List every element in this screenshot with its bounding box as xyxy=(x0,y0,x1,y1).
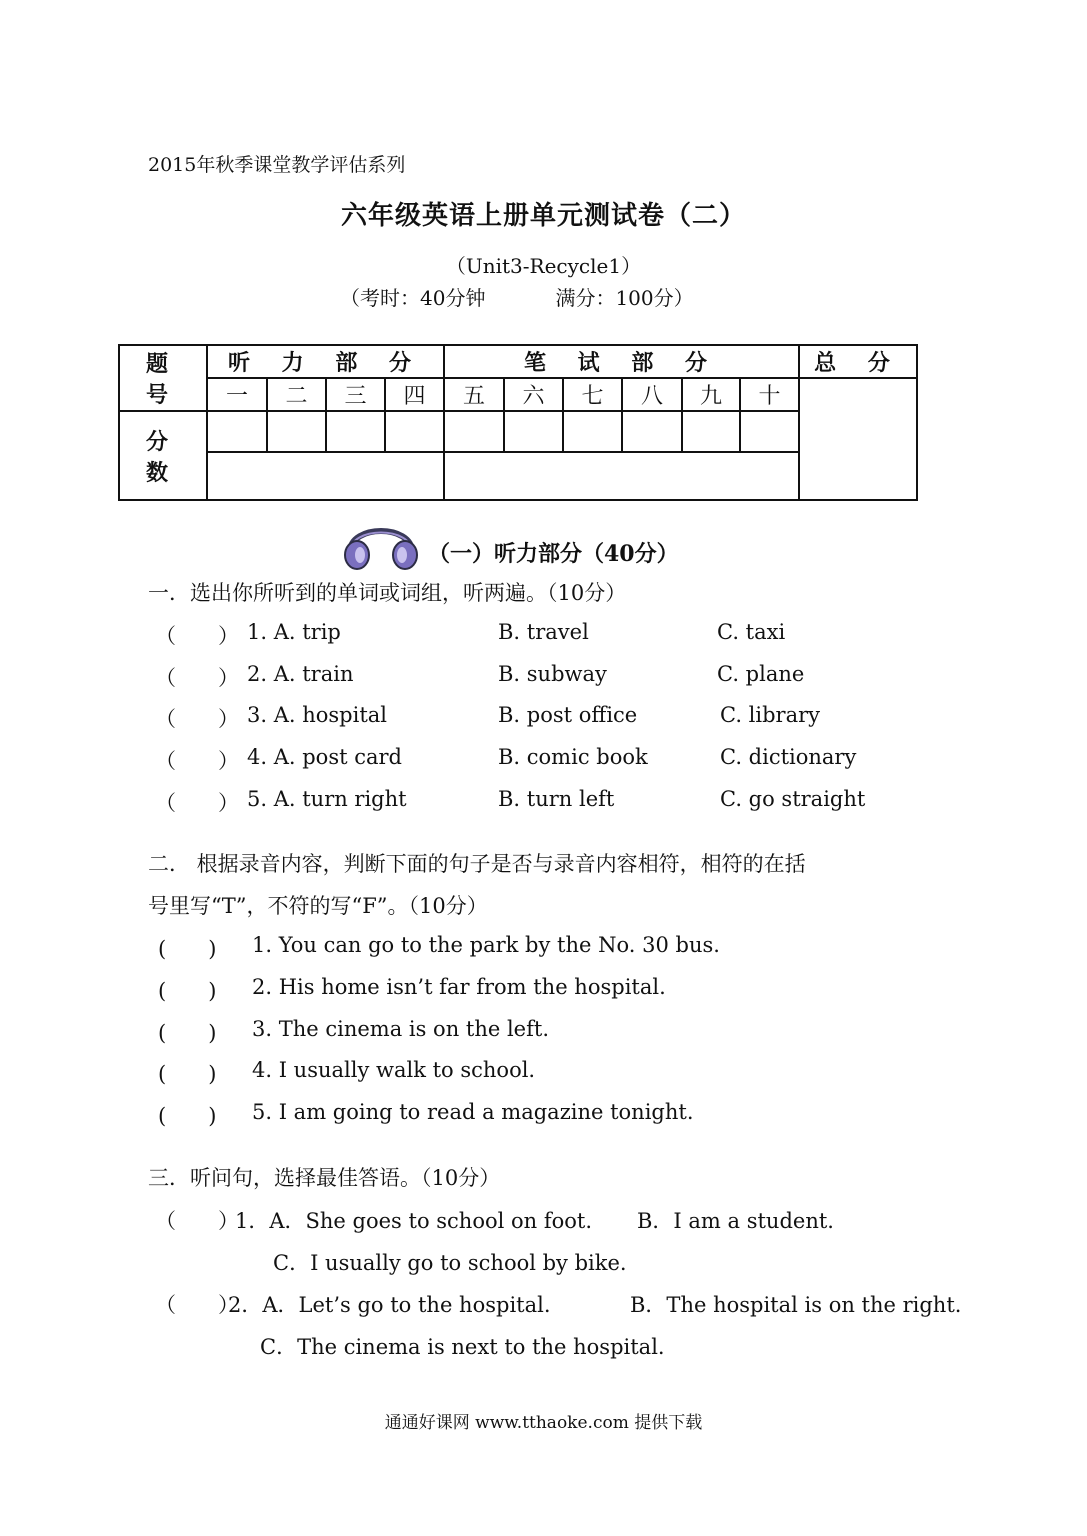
option-c: C. plane xyxy=(717,662,805,686)
option-c: C．I usually go to school by bike. xyxy=(273,1251,627,1275)
option-b: B. turn left xyxy=(498,787,615,811)
exam-time-info xyxy=(340,282,694,311)
num-cell: 八 xyxy=(622,378,682,411)
total-score-cell[interactable] xyxy=(799,378,917,500)
answer-bracket[interactable]: （ ） xyxy=(155,707,239,731)
score-cell[interactable] xyxy=(385,411,444,452)
option-c: C. library xyxy=(720,703,821,727)
total-header: 总 分 xyxy=(799,345,917,378)
score-cell[interactable] xyxy=(267,411,326,452)
score-table xyxy=(118,344,918,501)
exam-time: （考时：40分钟 xyxy=(340,286,486,310)
section2-heading-line2: 号里写“T”，不符的写“F”。（10分） xyxy=(148,894,488,918)
option-a: 4. A. post card xyxy=(247,745,402,769)
answer-bracket[interactable]: （ ） xyxy=(155,791,239,815)
num-cell: 五 xyxy=(444,378,504,411)
answer-bracket[interactable]: ( ) xyxy=(158,979,217,1003)
answer-bracket[interactable]: ( ) xyxy=(158,937,217,961)
option-c: C．The cinema is next to the hospital. xyxy=(260,1335,665,1359)
num-cell: 九 xyxy=(682,378,740,411)
num-cell: 一 xyxy=(207,378,267,411)
headphones-icon xyxy=(340,512,422,572)
statement-text: 3. The cinema is on the left. xyxy=(252,1017,549,1041)
statement-text: 2. His home isn’t far from the hospital. xyxy=(252,975,666,999)
option-a: 5. A. turn right xyxy=(247,787,407,811)
option-c: C. go straight xyxy=(720,787,866,811)
section2-heading-line1: 二． 根据录音内容，判断下面的句子是否与录音内容相符，相符的在括 xyxy=(148,852,806,876)
score-cell[interactable] xyxy=(444,411,504,452)
statement-text: 5. I am going to read a magazine tonight. xyxy=(252,1100,694,1124)
score-cell[interactable] xyxy=(740,411,799,452)
listening-title: （一）听力部分（40分） xyxy=(428,541,679,567)
footer-source: 通通好课网 www.tthaoke.com 提供下载 xyxy=(384,1413,703,1433)
writing-subtotal-cell[interactable] xyxy=(444,452,799,500)
page-title: 六年级英语上册单元测试卷（二） xyxy=(340,201,746,231)
score-cell[interactable] xyxy=(207,411,267,452)
num-cell: 三 xyxy=(326,378,385,411)
answer-bracket[interactable]: （ ） xyxy=(155,1293,239,1317)
option-a: 3. A. hospital xyxy=(247,703,388,727)
option-b: B. comic book xyxy=(498,745,648,769)
option-c: C. taxi xyxy=(717,620,786,644)
num-cell: 十 xyxy=(740,378,799,411)
section1-heading: 一．选出你所听到的单词或词组，听两遍。（10分） xyxy=(148,581,627,605)
option-a: 2．A．Let’s go to the hospital. xyxy=(228,1293,551,1317)
option-c: C. dictionary xyxy=(720,745,857,769)
page-subtitle: （Unit3-Recycle1） xyxy=(445,254,642,278)
option-b: B. post office xyxy=(498,703,638,727)
full-score: 满分：100分） xyxy=(555,286,694,310)
answer-bracket[interactable]: ( ) xyxy=(158,1062,217,1086)
option-b: B．I am a student. xyxy=(637,1209,834,1233)
listening-header: 听 力 部 分 xyxy=(207,345,444,378)
series-label: 2015年秋季课堂教学评估系列 xyxy=(148,154,406,176)
answer-bracket[interactable]: （ ） xyxy=(155,1209,239,1233)
option-b: B. subway xyxy=(498,662,607,686)
option-b: B. travel xyxy=(498,620,589,644)
statement-text: 4. I usually walk to school. xyxy=(252,1058,536,1082)
answer-bracket[interactable]: ( ) xyxy=(158,1021,217,1045)
question-no-label: 题 号 xyxy=(119,345,207,411)
num-cell: 四 xyxy=(385,378,444,411)
section3-heading: 三．听问句，选择最佳答语。（10分） xyxy=(148,1166,501,1190)
score-cell[interactable] xyxy=(326,411,385,452)
option-b: B．The hospital is on the right. xyxy=(630,1293,962,1317)
answer-bracket[interactable]: ( ) xyxy=(158,1104,217,1128)
option-a: 1．A．She goes to school on foot. xyxy=(235,1209,593,1233)
score-label: 分 数 xyxy=(119,411,207,500)
score-cell[interactable] xyxy=(622,411,682,452)
score-cell[interactable] xyxy=(504,411,563,452)
num-cell: 七 xyxy=(563,378,622,411)
listening-subtotal-cell[interactable] xyxy=(207,452,444,500)
writing-header: 笔 试 部 分 xyxy=(444,345,799,378)
answer-bracket[interactable]: （ ） xyxy=(155,666,239,690)
answer-bracket[interactable]: （ ） xyxy=(155,749,239,773)
statement-text: 1. You can go to the park by the No. 30 bus. xyxy=(252,933,720,957)
score-cell[interactable] xyxy=(563,411,622,452)
num-cell: 二 xyxy=(267,378,326,411)
answer-bracket[interactable]: （ ） xyxy=(155,624,239,648)
score-cell[interactable] xyxy=(682,411,740,452)
option-a: 1. A. trip xyxy=(247,620,341,644)
option-a: 2. A. train xyxy=(247,662,354,686)
num-cell: 六 xyxy=(504,378,563,411)
